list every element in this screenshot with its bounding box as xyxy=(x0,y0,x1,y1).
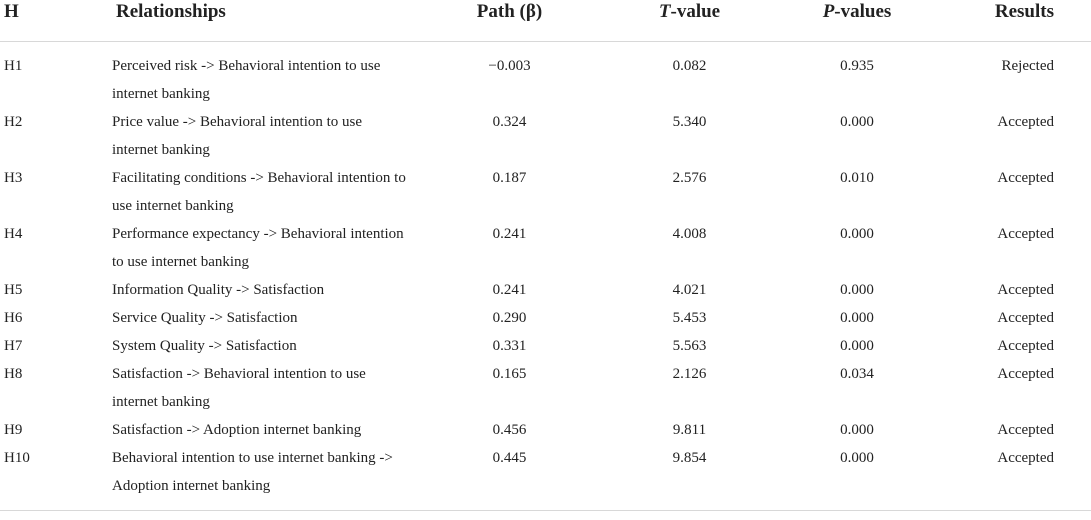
hypothesis-cell: H2 xyxy=(4,114,23,130)
relationship-cell: Satisfaction -> Behavioral intention to use internet banking xyxy=(112,366,366,410)
relationship-cell: Facilitating conditions -> Behavioral intention to use internet banking xyxy=(112,170,406,214)
t-value-cell: 0.082 xyxy=(672,58,707,74)
t-value-cell: 2.126 xyxy=(672,366,707,382)
path-cell: 0.290 xyxy=(492,310,527,326)
result-cell: Accepted xyxy=(997,226,1054,242)
p-value-cell: 0.000 xyxy=(840,226,874,242)
table-row xyxy=(0,444,1091,511)
result-cell: Accepted xyxy=(942,444,1091,511)
path-cell: 0.187 xyxy=(492,170,527,186)
table-row xyxy=(0,164,1091,220)
hypothesis-cell: H9 xyxy=(4,422,23,438)
header-t-rest: -value xyxy=(670,1,721,22)
result-cell: Accepted xyxy=(997,282,1054,298)
hypothesis-cell: H7 xyxy=(4,338,23,354)
t-value-cell: 5.453 xyxy=(672,310,707,326)
hypothesis-cell: H3 xyxy=(4,170,23,186)
relationship-cell: Satisfaction -> Adoption internet banking xyxy=(112,422,362,438)
result-cell: Accepted xyxy=(997,170,1054,186)
relationship-cell: Information Quality -> Satisfaction xyxy=(112,282,325,298)
p-value-cell: 0.000 xyxy=(840,114,874,130)
path-cell: 0.241 xyxy=(492,226,527,242)
relationship-cell: Service Quality -> Satisfaction xyxy=(112,310,298,326)
result-cell: Accepted xyxy=(997,422,1054,438)
header-row xyxy=(0,0,1091,42)
t-value-cell: 5.340 xyxy=(672,114,707,130)
hypothesis-cell: H10 xyxy=(0,444,112,511)
p-value-cell: 0.000 xyxy=(840,422,874,438)
t-value-cell: 9.811 xyxy=(672,422,707,438)
p-value-cell: 0.000 xyxy=(840,338,874,354)
path-cell: 0.456 xyxy=(492,422,527,438)
path-cell: −0.003 xyxy=(488,58,531,74)
result-cell: Accepted xyxy=(997,310,1054,326)
header-t-italic: T xyxy=(658,1,671,22)
p-value-cell: 0.935 xyxy=(840,58,874,74)
header-h: H xyxy=(0,0,112,42)
table-row xyxy=(0,42,1091,109)
table-row xyxy=(0,332,1091,360)
relationship-cell: Price value -> Behavioral intention to use internet banking xyxy=(112,114,363,158)
header-p-rest: -values xyxy=(834,1,892,22)
relationship-cell: Perceived risk -> Behavioral intention to use internet banking xyxy=(112,58,381,102)
table-body xyxy=(0,42,1091,511)
result-cell: Accepted xyxy=(997,338,1054,354)
header-p-italic: P xyxy=(822,1,835,22)
p-value-cell: 0.010 xyxy=(840,170,874,186)
hypothesis-cell: H1 xyxy=(4,58,23,74)
header-results: Results xyxy=(942,0,1091,42)
table-row xyxy=(0,304,1091,332)
t-value-cell: 4.008 xyxy=(672,226,707,242)
p-value-cell: 0.000 xyxy=(840,310,874,326)
table-row xyxy=(0,416,1091,444)
table-row xyxy=(0,276,1091,304)
p-value-cell: 0.034 xyxy=(840,366,874,382)
path-cell: 0.241 xyxy=(492,282,527,298)
header-path: Path (β) xyxy=(412,0,607,42)
header-t-value xyxy=(607,0,772,42)
t-value-cell: 5.563 xyxy=(672,338,707,354)
path-cell: 0.165 xyxy=(492,366,527,382)
path-cell: 0.324 xyxy=(492,114,527,130)
hypothesis-cell: H4 xyxy=(4,226,23,242)
hypothesis-cell: H6 xyxy=(4,310,23,326)
result-cell: Accepted xyxy=(997,366,1054,382)
relationship-cell: Behavioral intention to use internet banking -> Adoption internet banking xyxy=(112,444,412,511)
header-relationships: Relationships xyxy=(112,0,412,42)
table-header xyxy=(0,0,1091,42)
t-value-cell: 4.021 xyxy=(672,282,707,298)
t-value-cell: 2.576 xyxy=(672,170,707,186)
result-cell: Rejected xyxy=(1001,58,1054,74)
relationship-cell: System Quality -> Satisfaction xyxy=(112,338,297,354)
path-cell: 0.331 xyxy=(492,338,527,354)
relationship-cell: Performance expectancy -> Behavioral intention to use internet banking xyxy=(112,226,404,270)
t-value-cell: 9.854 xyxy=(607,444,772,511)
p-value-cell: 0.000 xyxy=(840,282,874,298)
hypothesis-cell: H8 xyxy=(4,366,23,382)
result-cell: Accepted xyxy=(997,114,1054,130)
header-p-values xyxy=(772,0,942,42)
p-value-cell: 0.000 xyxy=(772,444,942,511)
hypothesis-cell: H5 xyxy=(4,282,23,298)
table-row xyxy=(0,108,1091,164)
table-row xyxy=(0,360,1091,416)
table-row xyxy=(0,220,1091,276)
path-cell: 0.445 xyxy=(412,444,607,511)
